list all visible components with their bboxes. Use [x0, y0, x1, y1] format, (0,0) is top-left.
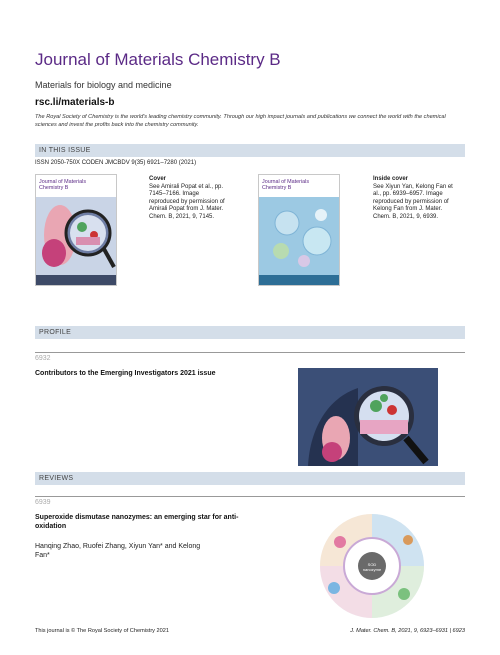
cover-thumb-title: Journal of Materials Chemistry B: [39, 179, 87, 191]
inside-cover-image[interactable]: [258, 174, 340, 286]
review-graphic-center-label: SOD nanozyme: [362, 562, 382, 572]
cover-heading: Cover: [149, 176, 167, 182]
inside-cover-heading: Inside cover: [373, 176, 409, 182]
journal-subtitle: Materials for biology and medicine: [35, 80, 172, 90]
profile-article-title[interactable]: Contributors to the Emerging Investigators 2021 issue: [35, 370, 216, 377]
footer-citation: J. Mater. Chem. B, 2021, 9, 6923–6931 | 6923: [350, 628, 465, 634]
journal-title: Journal of Materials Chemistry B: [35, 50, 281, 69]
section-reviews: REVIEWS: [35, 472, 465, 485]
review-article-title[interactable]: Superoxide dismutase nanozymes: an emerging star for anti-oxidation: [35, 514, 239, 530]
review-graphic: [312, 512, 432, 620]
inside-cover-text: See Xiyun Yan, Kelong Fan et al., pp. 6939–6957. Image reproduced by permission of Kelong Fan from J. Mater. Chem. B, 2021, 9, 6939.: [373, 183, 453, 220]
issn-line: ISSN 2050-750X CODEN JMCBDV 9(35) 6921–7280 (2021): [35, 160, 197, 166]
footer-copyright: This journal is © The Royal Society of Chemistry 2021: [35, 628, 169, 634]
review-page-number: 6939: [35, 499, 51, 506]
divider: [35, 352, 465, 353]
section-profile: PROFILE: [35, 326, 465, 339]
review-authors: Hanqing Zhao, Ruofei Zhang, Xiyun Yan* and Kelong Fan*: [35, 543, 201, 559]
profile-page-number: 6932: [35, 355, 51, 362]
journal-url[interactable]: rsc.li/materials-b: [35, 97, 115, 108]
divider: [35, 496, 465, 497]
inside-cover-caption: [373, 176, 453, 222]
inside-cover-thumb-title: Journal of Materials Chemistry B: [262, 179, 310, 191]
rsc-blurb: The Royal Society of Chemistry is the world's leading chemistry community. Through our high impact journals and publications we connect the world with the chemical sciences and invest the profits back into the chemistry community.: [35, 114, 446, 128]
profile-graphic: [298, 368, 438, 466]
cover-caption: [149, 176, 229, 222]
cover-text: See Amirali Popat et al., pp. 7145–7166. Image reproduced by permission of Amirali Popat from J. Mater. Chem. B, 2021, 9, 7145.: [149, 183, 225, 220]
cover-image[interactable]: [35, 174, 117, 286]
section-in-this-issue: IN THIS ISSUE: [35, 144, 465, 157]
